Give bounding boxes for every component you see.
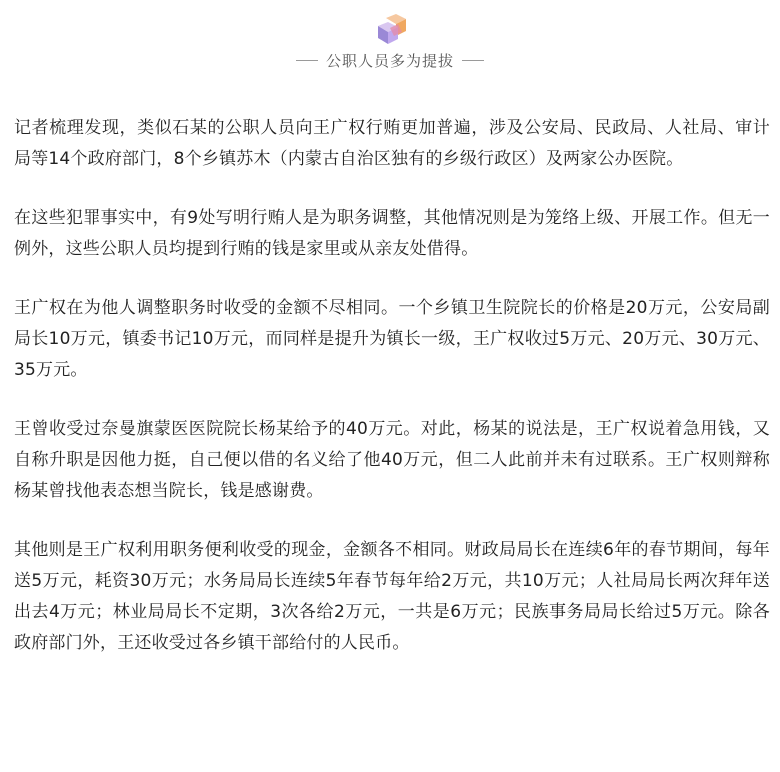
article-body xyxy=(14,113,770,687)
section-subtitle: 公职人员多为提拔 xyxy=(325,51,454,70)
paragraph-4: 王曾收受过奈曼旗蒙医医院院长杨某给予的40万元。对此，杨某的说法是，王广权说着急用钱，又自称升职是因他力挺，自己便以借的名义给了他40万元，但二人此前并未有过联系。王广权则辩称杨某曾找他表态想当院长，钱是感谢费。 xyxy=(14,419,770,501)
paragraph-5: 其他则是王广权利用职务便利收受的现金，金额各不相同。财政局局长在连续6年的春节期间，每年送5万元，耗资30万元；水务局局长连续5年春节每年给2万元，共10万元；人社局局长两次拜年送出去4万元；林业局局长不定期，3次各给2万元，一共是6万元；民族事务局局长给过5万元。除各政府部门外，王还收受过各乡镇干部给付的人民币。 xyxy=(14,540,770,653)
paragraph-1: 记者梳理发现，类似石某的公职人员向王广权行贿更加普遍，涉及公安局、民政局、人社局、审计局等14个政府部门，8个乡镇苏木（内蒙古自治区独有的乡级行政区）及两家公办医院。 xyxy=(14,118,770,169)
subtitle-row xyxy=(0,48,780,72)
paragraph-2: 在这些犯罪事实中，有9处写明行贿人是为职务调整，其他情况则是为笼络上级、开展工作。但无一例外，这些公职人员均提到行贿的钱是家里或从亲友处借得。 xyxy=(14,208,770,259)
subtitle-left-rule xyxy=(296,60,318,61)
colored-cube-icon xyxy=(372,12,412,48)
subtitle-right-rule xyxy=(462,60,484,61)
section-header xyxy=(0,0,780,86)
paragraph-3: 王广权在为他人调整职务时收受的金额不尽相同。一个乡镇卫生院院长的价格是20万元，公安局副局长10万元，镇委书记10万元，而同样是提升为镇长一级，王广权收过5万元、20万元、30万元、35万元。 xyxy=(14,298,770,380)
